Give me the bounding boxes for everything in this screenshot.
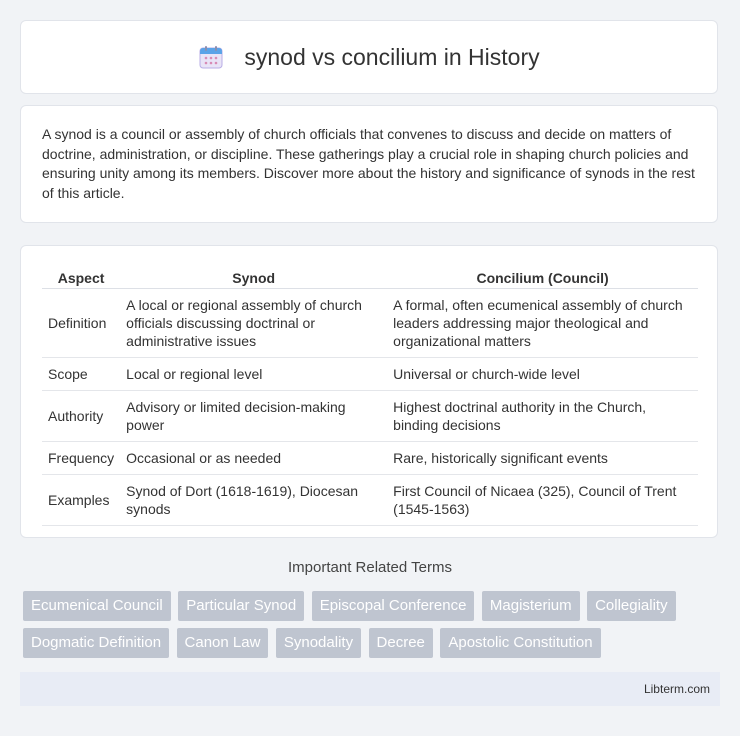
cell-aspect: Authority	[42, 391, 120, 442]
cell-synod: Local or regional level	[120, 358, 387, 391]
header-card	[20, 20, 718, 94]
cell-synod: A local or regional assembly of church officials discussing doctrinal or administrative issues	[120, 289, 387, 358]
tag-dogmatic-definition[interactable]: Dogmatic Definition	[23, 628, 169, 658]
intro-text: A synod is a council or assembly of church officials that convenes to discuss and decide on matters of doctrine, administration, or discipline. These gatherings play a crucial role in shaping church policies and ensuring unity among its members. Discover more about the history and significance of synods in the rest of this article.	[42, 126, 695, 201]
table-row	[42, 391, 698, 442]
cell-synod: Occasional or as needed	[120, 442, 387, 475]
tag-apostolic-constitution[interactable]: Apostolic Constitution	[440, 628, 600, 658]
tag-ecumenical-council[interactable]: Ecumenical Council	[23, 591, 171, 621]
header-aspect: Aspect	[42, 266, 120, 289]
tag-episcopal-conference[interactable]: Episcopal Conference	[312, 591, 475, 621]
intro-card	[20, 105, 718, 223]
related-terms-title: Important Related Terms	[288, 559, 452, 576]
footer	[20, 672, 720, 706]
footer-brand-link[interactable]: Libterm.com	[643, 682, 710, 696]
tag-canon-law[interactable]: Canon Law	[177, 628, 269, 658]
tag-magisterium[interactable]: Magisterium	[482, 591, 580, 621]
comparison-card	[20, 245, 718, 538]
tag-particular-synod[interactable]: Particular Synod	[178, 591, 304, 621]
tag-collegiality[interactable]: Collegiality	[587, 591, 676, 621]
calendar-icon	[198, 44, 224, 70]
cell-concilium: A formal, often ecumenical assembly of church leaders addressing major theological and organizational matters	[387, 289, 698, 358]
cell-concilium: Rare, historically significant events	[387, 442, 698, 475]
cell-concilium: Highest doctrinal authority in the Church, binding decisions	[387, 391, 698, 442]
table-header-row	[42, 266, 698, 289]
comparison-table	[42, 266, 698, 526]
cell-aspect: Definition	[42, 289, 120, 358]
page-title: synod vs concilium in History	[244, 43, 540, 70]
table-row	[42, 289, 698, 358]
table-row	[42, 475, 698, 526]
header-concilium: Concilium (Council)	[387, 266, 698, 289]
related-terms-list	[23, 591, 723, 665]
cell-aspect: Examples	[42, 475, 120, 526]
tag-synodality[interactable]: Synodality	[276, 628, 361, 658]
cell-concilium: Universal or church-wide level	[387, 358, 698, 391]
cell-concilium: First Council of Nicaea (325), Council of Trent (1545-1563)	[387, 475, 698, 526]
table-row	[42, 442, 698, 475]
cell-synod: Advisory or limited decision-making power	[120, 391, 387, 442]
cell-aspect: Scope	[42, 358, 120, 391]
header-synod: Synod	[120, 266, 387, 289]
table-row	[42, 358, 698, 391]
cell-synod: Synod of Dort (1618-1619), Diocesan synods	[120, 475, 387, 526]
cell-aspect: Frequency	[42, 442, 120, 475]
tag-decree[interactable]: Decree	[369, 628, 433, 658]
